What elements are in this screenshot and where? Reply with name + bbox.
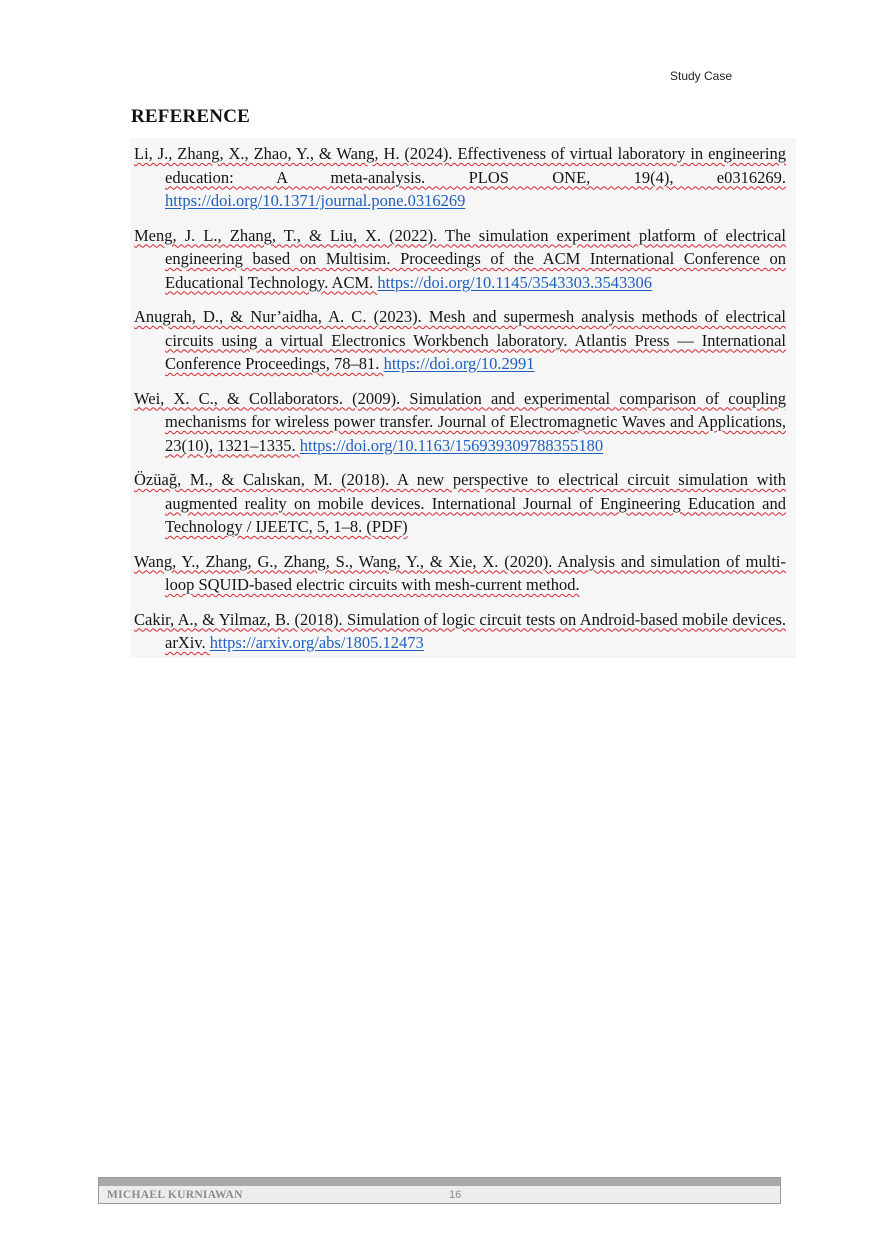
footer-bar	[99, 1178, 780, 1186]
reference-item	[134, 305, 786, 376]
footer-page-number: 16	[449, 1189, 462, 1201]
page-footer	[98, 1177, 781, 1204]
reference-item	[134, 224, 786, 295]
reference-item	[134, 387, 786, 458]
reference-link[interactable]: https://doi.org/10.2991	[383, 354, 535, 373]
reference-text: Anugrah, D., & Nur’aidha, A. C. (2023). Mesh and supermesh analysis methods of electrical circuits using a virtual Electronics Workbench laboratory. Atlantis Press — International Conference Proceedings, 78–81.	[134, 307, 786, 373]
reference-item	[134, 608, 786, 655]
reference-text: Wei, X. C., & Collaborators. (2009). Simulation and experimental comparison of coupling mechanisms for wireless power transfer. Journal of Electromagnetic Waves and Applications, 23(10), 1321–1335.	[134, 388, 786, 455]
reference-link[interactable]: https://doi.org/10.1371/journal.pone.0316269	[165, 191, 466, 210]
section-title: REFERENCE	[131, 106, 250, 127]
reference-text: Meng, J. L., Zhang, T., & Liu, X. (2022). The simulation experiment platform of electrical engineering based on Multisim. Proceedings of the ACM International Conference on Educational Technology. ACM.	[134, 225, 786, 292]
reference-text: Wang, Y., Zhang, G., Zhang, S., Wang, Y., & Xie, X. (2020). Analysis and simulation of multi-loop SQUID-based electric circuits with mesh-current method.	[134, 551, 786, 594]
reference-text: Özüağ, M., & Calıskan, M. (2018). A new perspective to electrical circuit simulation with augmented reality on mobile devices. International Journal of Engineering Education and Technology / IJEETC, 5, 1–8. (PDF)	[134, 470, 786, 536]
reference-link[interactable]: https://doi.org/10.1145/3543303.3543306	[377, 272, 652, 292]
reference-link[interactable]: https://arxiv.org/abs/1805.12473	[209, 633, 424, 652]
running-header: Study Case	[670, 69, 733, 83]
reference-text: Li, J., Zhang, X., Zhao, Y., & Wang, H. (2024). Effectiveness of virtual laboratory in engineering education: A meta-analysis. PLOS ONE, 19(4), e0316269.	[134, 144, 786, 187]
reference-item	[134, 468, 786, 539]
reference-item	[134, 550, 786, 597]
reference-item	[134, 142, 786, 213]
footer-author: MICHAEL KURNIAWAN	[107, 1189, 243, 1201]
reference-text: Cakir, A., & Yilmaz, B. (2018). Simulation of logic circuit tests on Android-based mobile devices. arXiv.	[134, 609, 786, 652]
reference-link[interactable]: https://doi.org/10.1163/156939309788355180	[299, 435, 604, 455]
reference-list	[134, 142, 786, 666]
